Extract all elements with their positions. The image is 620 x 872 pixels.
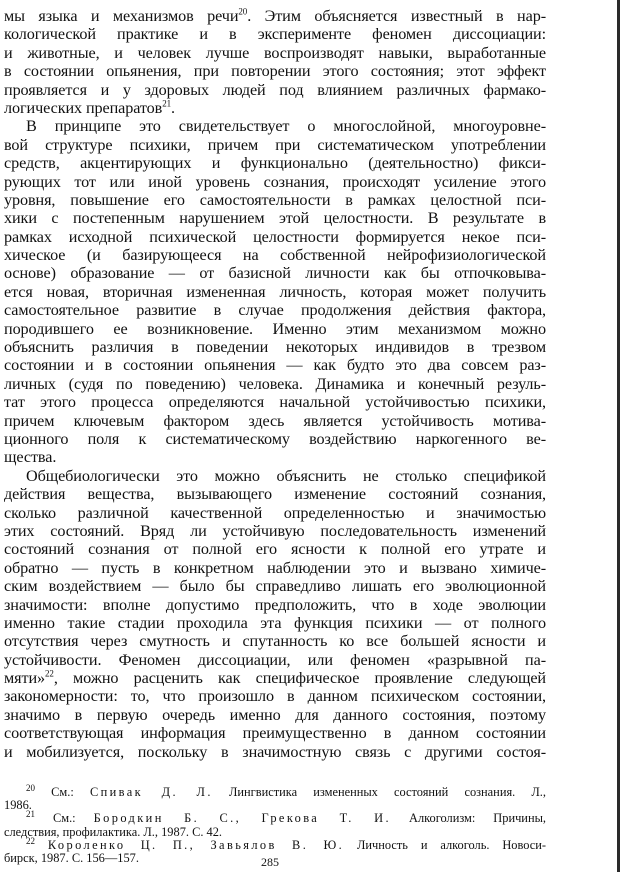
line-text: хическое (и базирующееся на собственной нейрофизиологической (4, 246, 546, 265)
line-text: значимо в первую очередь именно для данного состояния, поэтому (4, 705, 546, 724)
text-line (4, 81, 546, 99)
line-text: именно такие стадии проходила эта функция психики — от полного (4, 613, 546, 632)
line-text: устойчивости. Феномен диссоциации, или феномен «разрывной па- (4, 650, 546, 669)
footnote-authors: Бородкин Б. С., Грекова Т. И. (93, 811, 392, 826)
text-line (4, 136, 546, 154)
footnote-ref: 22 (45, 668, 54, 679)
footnote-authors: Короленко Ц. П., Завьялов В. Ю. (47, 837, 345, 852)
text-line (4, 485, 546, 503)
text-line (4, 338, 546, 356)
footnote-ref: 21 (162, 98, 172, 109)
line-text: В принципе это свидетельствует о многослойной, многоуровне- (26, 117, 546, 136)
line-text: отсутствия через смутность и спутанность ко все большей ясности и (4, 632, 546, 651)
footnote-text: Лингвистика измененных состояний сознания. Л., (212, 785, 546, 799)
text-line (4, 412, 546, 430)
text-line (4, 448, 546, 466)
line-text: Общебиологически это можно объяснить не столько спецификой (26, 466, 546, 485)
line-text: кологической практике и в эксперименте феномен диссоциации: (4, 25, 546, 44)
line-text: рамках исходной психической целостности формируется некое пси- (4, 227, 546, 246)
page-number: 285 (261, 855, 279, 869)
line-text: этих состояний. Вряд ли устойчивую последовательность изменений (4, 521, 546, 540)
text-line (4, 356, 546, 374)
footnote-text: Алкоголизм: Причины, (391, 811, 546, 826)
footnote (4, 782, 546, 813)
line-text: уровня, повышение его самостоятельности в рамках целостной пси- (4, 190, 546, 209)
text-line (4, 687, 546, 705)
line-text: ционного поля к систематическому воздействию наркогенного ве- (4, 429, 546, 448)
line-text: в состоянии опьянения, при повторении этого состояния; этот эффект (4, 62, 546, 81)
text-line (4, 25, 546, 43)
footnote-ref: 20 (238, 6, 248, 17)
line-text: мяти» (4, 669, 46, 688)
line-text: хики с постепенным нарушением этой целостности. В результате в (4, 209, 546, 228)
line-text: щества. (4, 448, 57, 467)
line-text-after: , можно расценить как специфическое проявление следующей (53, 669, 546, 688)
text-line (4, 264, 546, 282)
text-line (4, 724, 546, 742)
text-line (4, 7, 546, 25)
footnote (4, 809, 546, 839)
footnote-lead: См.: (35, 811, 94, 826)
line-text: породившего ее возникновение. Именно этим механизмом можно (4, 319, 546, 338)
line-text: вой структуре психики, причем при систематическом употреблении (4, 135, 546, 154)
line-text: соответствующая информация преимущественно в данном состоянии (4, 724, 546, 743)
text-line (4, 577, 546, 595)
line-text: логических препаратов (4, 98, 163, 117)
text-line (4, 522, 546, 540)
line-text-after: . Этим объясняется известный в нар- (247, 7, 546, 25)
text-line (4, 559, 546, 577)
line-text: обратно — пусть в конкретном наблюдении это и вызвано химиче- (4, 558, 546, 577)
text-line (4, 301, 546, 319)
footnote-text: Личность и алкоголь. Новоси- (344, 837, 546, 852)
line-text: закономерности: то, что произошло в данном психическом состоянии, (4, 687, 546, 706)
line-text: личных (судя по поведению) человека. Динамика и конечный резуль- (4, 374, 546, 393)
line-text: ется новая, вторичная измененная личность, которая может получить (4, 282, 546, 301)
line-text: действия вещества, вызывающего изменение состояний сознания, (4, 485, 546, 504)
text-line (4, 173, 546, 191)
line-text: мы языка и механизмов речи (4, 7, 239, 25)
line-text: самостоятельное развитие в случае продолжения действия фактора, (4, 301, 546, 320)
line-text: сколько различной качественной определенностью и значимостью (4, 503, 546, 522)
footnote-line (4, 782, 546, 799)
text-line (4, 651, 546, 669)
text-line (4, 743, 546, 761)
text-line (4, 467, 546, 485)
text-line (4, 283, 546, 301)
line-text: значимости: вполне допустимо предположить, что в ходе эволюции (4, 595, 546, 614)
text-line (4, 209, 546, 227)
footnote-text: следствия, профилактика. Л., 1987. С. 42. (4, 824, 223, 839)
footnotes (4, 782, 546, 865)
text-line (4, 706, 546, 724)
footnote-text: 1986. (4, 798, 32, 813)
line-text: причем ключевым фактором здесь является устойчивость мотива- (4, 411, 546, 430)
footnote-number: 20 (26, 782, 35, 793)
line-text: рующих тот или иной уровень сознания, происходят усиление этого (4, 172, 546, 191)
footnote-number: 21 (26, 809, 35, 820)
line-text: ским воздействием — было бы справедливо лишать его эволюционной (4, 577, 546, 596)
footnote-lead (35, 838, 48, 852)
text-line (4, 632, 546, 650)
text-line (4, 191, 546, 209)
line-text: средств, акцентирующих и функционально (деятельностно) фикси- (4, 154, 546, 173)
text-line (4, 596, 546, 614)
footnote-number: 22 (26, 835, 35, 846)
text-line (4, 62, 546, 80)
footnote-authors: Спивак Д. Л. (89, 785, 213, 799)
line-text: и животные, и человек лучше воспроизводят навыки, выработанные (4, 43, 546, 62)
main-text (4, 7, 546, 761)
text-line (4, 228, 546, 246)
footnote-text: бирск, 1987. С. 156—157. (4, 850, 139, 865)
line-text: проявляется и у здоровых людей под влиянием различных фармако- (4, 80, 546, 99)
line-text: состояний сознания от полной его ясности к полной его утрате и (4, 540, 546, 559)
text-line (4, 393, 546, 411)
line-text: основе) образование — от базисной личности как бы отпочковыва- (4, 264, 546, 283)
line-text: состоянии и в состоянии опьянения — как будто это два совсем раз- (4, 356, 546, 375)
text-line (4, 44, 546, 62)
footnote-lead: См.: (35, 785, 90, 799)
line-text: тат этого процесса определяются начальной устойчивостью психики, (4, 393, 546, 412)
text-line (4, 99, 546, 117)
text-line (4, 669, 546, 687)
text-line (4, 375, 546, 393)
text-line (4, 117, 546, 135)
text-line (4, 154, 546, 172)
text-line (4, 540, 546, 558)
text-line (4, 320, 546, 338)
line-text-after: . (171, 98, 175, 117)
text-line (4, 430, 546, 448)
line-text: и мобилизуется, поскольку в значимостную связь с другими состоя- (4, 742, 546, 761)
text-line (4, 246, 546, 264)
text-line (4, 504, 546, 522)
line-text: объяснить различия в поведении некоторых индивидов в трезвом (4, 338, 546, 357)
text-line (4, 614, 546, 632)
